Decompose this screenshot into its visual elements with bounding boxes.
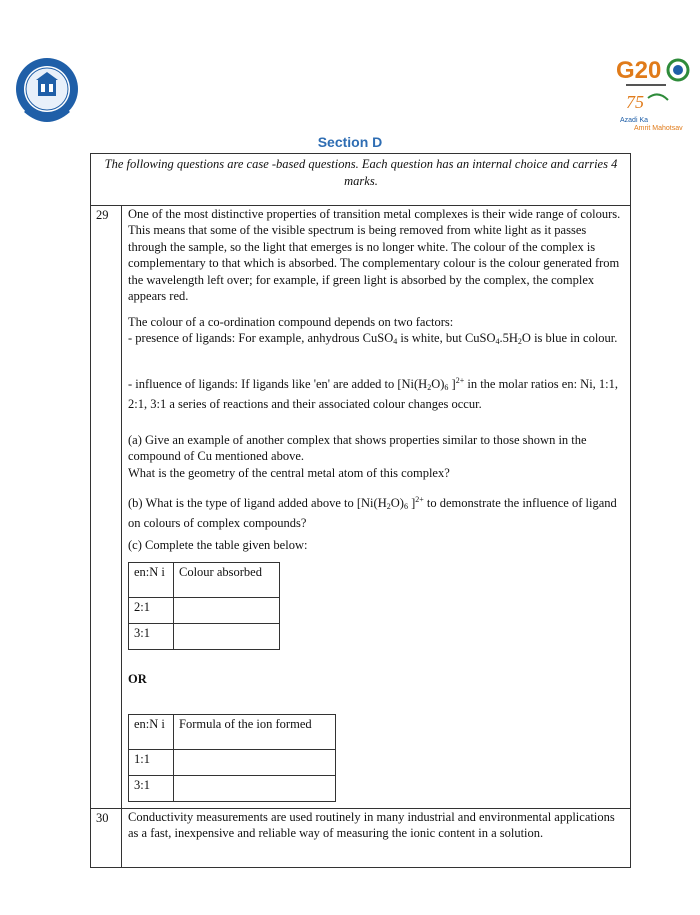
table-header-row xyxy=(129,563,280,598)
q29-part-a: (a) Give an example of another complex that shows properties similar to those shown in the compound of Cu mentioned above. What is the geometry of the central metal atom of this complex? xyxy=(128,433,587,480)
ratio-colour-table xyxy=(128,562,280,650)
q29-part-b: (b) What is the type of ligand added above to [$Ni(H_2O)_6$ ]$^{2+}$ to demonstrate the influence of ligand on colours of complex compounds? xyxy=(128,495,617,531)
cbse-logo xyxy=(14,56,80,128)
instructions: The following questions are case -based questions. Each question has an internal choice and carries 4 marks. xyxy=(104,157,618,188)
table-cell xyxy=(174,598,280,624)
svg-text:Azadi Ka: Azadi Ka xyxy=(620,117,649,124)
q29-paragraph-2: The colour of a co-ordination compound depends on two factors: - presence of ligands: For example, anhydrous CuSO$_4$ is white, but $CuSO_4.5H_2O$ is blue in colour. xyxy=(128,315,618,347)
table-header-cell: Colour absorbed xyxy=(174,563,280,598)
g20-logo xyxy=(612,54,692,132)
ratio-formula-table xyxy=(128,714,336,802)
table-cell: 1:1 xyxy=(129,750,174,776)
table-header-cell: en:N i xyxy=(129,715,174,750)
table-header-cell: en:N i xyxy=(129,563,174,598)
table-row xyxy=(129,776,336,802)
table-row xyxy=(129,750,336,776)
g20-label: G20 xyxy=(616,57,662,84)
table-cell xyxy=(174,624,280,650)
table-cell xyxy=(174,750,336,776)
q29-part-c: (c) Complete the table given below: xyxy=(128,538,308,552)
table-cell: 3:1 xyxy=(129,776,174,802)
column-divider xyxy=(121,205,122,868)
table-cell xyxy=(174,776,336,802)
table-header-cell: Formula of the ion formed xyxy=(174,715,336,750)
svg-text:75: 75 xyxy=(626,92,644,112)
table-row xyxy=(129,624,280,650)
q29-paragraph-3: - influence of ligands: If ligands like 'en' are added to [$Ni(H_2O)_6$ ]$^{2+}$ in the molar ratios en: Ni, 1:1, 2:1, 3:1 a series of reactions and their associated colour changes occur. xyxy=(128,376,619,412)
question-number: 30 xyxy=(96,811,109,825)
or-label: OR xyxy=(128,672,147,686)
section-title: Section D xyxy=(317,134,383,150)
table-cell: 3:1 xyxy=(129,624,174,650)
svg-text:Amrit Mahotsav: Amrit Mahotsav xyxy=(634,125,683,132)
table-row xyxy=(129,598,280,624)
question-number: 29 xyxy=(96,208,109,222)
table-cell: 2:1 xyxy=(129,598,174,624)
table-header-row xyxy=(129,715,336,750)
q30-text: Conductivity measurements are used routinely in many industrial and environmental applications as a fast, inexpensive and reliable way of measuring the ionic content in a solution. xyxy=(128,810,615,841)
q29-paragraph-1: One of the most distinctive properties of transition metal complexes is their wide range of colours. This means that some of the visible spectrum is being removed from white light as it passes through the sample, so the light that emerges is no longer white. The colour of the complex is complementary to that which is absorbed. The complementary colour is the colour generated from the wavelength left over; for example, if green light is absorbed by the complex, the complex appears red. xyxy=(128,207,621,304)
